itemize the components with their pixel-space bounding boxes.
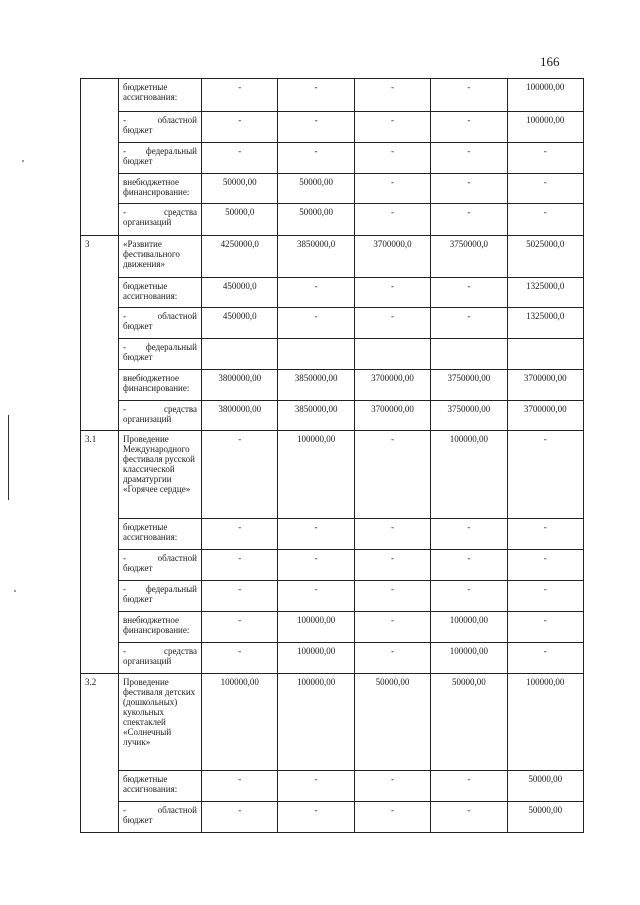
value-cell: - xyxy=(431,519,507,550)
value-cell xyxy=(202,339,278,370)
value-cell: 100000,00 xyxy=(278,612,354,643)
value-cell: 3850000,00 xyxy=(278,401,354,431)
value-cell: 3850000,0 xyxy=(278,236,354,278)
table-row xyxy=(81,581,584,612)
value-cell: 50000,00 xyxy=(431,674,507,771)
item-name-cell xyxy=(119,236,202,278)
value-cell: - xyxy=(354,278,430,308)
table-row xyxy=(81,771,584,802)
item-name-cell xyxy=(119,339,202,370)
value-cell xyxy=(278,339,354,370)
value-cell: - xyxy=(354,802,430,833)
item-name-cell xyxy=(119,550,202,581)
table-row xyxy=(81,308,584,339)
item-name-cell xyxy=(119,308,202,339)
item-name-cell xyxy=(119,581,202,612)
item-name-text: - областной бюджет xyxy=(123,805,197,825)
value-cell: - xyxy=(354,431,430,519)
value-cell: - xyxy=(354,550,430,581)
item-name-text: - областной бюджет xyxy=(123,311,197,331)
value-cell: - xyxy=(507,519,583,550)
value-cell: - xyxy=(354,204,430,236)
value-cell: - xyxy=(431,143,507,174)
value-cell: 100000,00 xyxy=(431,612,507,643)
value-cell xyxy=(354,339,430,370)
value-cell: 50000,00 xyxy=(278,204,354,236)
item-name-cell xyxy=(119,278,202,308)
value-cell: 50000,00 xyxy=(202,174,278,204)
value-cell: 3700000,00 xyxy=(354,370,430,401)
value-cell: 100000,00 xyxy=(507,112,583,143)
table-row xyxy=(81,236,584,278)
table-row xyxy=(81,550,584,581)
item-name-text: «Развитие фестивального движения» xyxy=(123,239,180,269)
value-cell: - xyxy=(278,802,354,833)
value-cell: - xyxy=(354,112,430,143)
value-cell: - xyxy=(507,612,583,643)
item-name-cell xyxy=(119,802,202,833)
item-name-cell xyxy=(119,204,202,236)
item-name-text: - средства организаций xyxy=(123,207,197,227)
row-number-cell xyxy=(81,79,119,236)
value-cell: - xyxy=(354,771,430,802)
value-cell: 3800000,00 xyxy=(202,370,278,401)
budget-table xyxy=(80,78,584,833)
item-name-cell xyxy=(119,519,202,550)
value-cell: - xyxy=(278,79,354,112)
table-row xyxy=(81,143,584,174)
value-cell: - xyxy=(431,771,507,802)
value-cell: 4250000,0 xyxy=(202,236,278,278)
table-row xyxy=(81,431,584,519)
item-name-cell xyxy=(119,112,202,143)
value-cell: - xyxy=(507,431,583,519)
item-name-text: - средства организаций xyxy=(123,404,197,424)
item-name-text: бюджетные ассигнования: xyxy=(123,82,178,102)
value-cell: - xyxy=(431,550,507,581)
table-row xyxy=(81,643,584,674)
item-name-text: - федеральный бюджет xyxy=(123,342,197,362)
value-cell: 3700000,00 xyxy=(507,401,583,431)
value-cell: - xyxy=(202,519,278,550)
item-name-text: бюджетные ассигнования: xyxy=(123,774,178,794)
value-cell: - xyxy=(507,174,583,204)
value-cell: 100000,00 xyxy=(431,643,507,674)
item-name-text: бюджетные ассигнования: xyxy=(123,281,178,301)
value-cell: - xyxy=(202,612,278,643)
value-cell: - xyxy=(507,581,583,612)
item-name-cell xyxy=(119,401,202,431)
row-number-cell: 3.2 xyxy=(81,674,119,833)
value-cell: 100000,00 xyxy=(278,431,354,519)
value-cell: - xyxy=(431,308,507,339)
value-cell: 1325000,0 xyxy=(507,308,583,339)
table-row xyxy=(81,519,584,550)
value-cell: - xyxy=(278,143,354,174)
table-row xyxy=(81,79,584,112)
value-cell: 50000,0 xyxy=(202,204,278,236)
item-name-text: Проведение фестиваля детских (дошкольных) кукольных спектаклей «Солнечный лучик» xyxy=(123,677,196,747)
value-cell: - xyxy=(431,79,507,112)
value-cell: - xyxy=(202,431,278,519)
value-cell: - xyxy=(507,204,583,236)
item-name-text: - средства организаций xyxy=(123,646,197,666)
value-cell: 3800000,00 xyxy=(202,401,278,431)
value-cell: - xyxy=(431,204,507,236)
value-cell: 3750000,00 xyxy=(431,370,507,401)
value-cell: 50000,00 xyxy=(278,174,354,204)
value-cell: - xyxy=(202,802,278,833)
value-cell: - xyxy=(202,581,278,612)
value-cell xyxy=(431,339,507,370)
value-cell: - xyxy=(278,550,354,581)
value-cell: - xyxy=(354,612,430,643)
value-cell: - xyxy=(507,143,583,174)
value-cell: - xyxy=(278,112,354,143)
table-row xyxy=(81,339,584,370)
table-row xyxy=(81,612,584,643)
item-name-text: внебюджетное финансирование: xyxy=(123,177,190,197)
value-cell: - xyxy=(354,308,430,339)
item-name-cell xyxy=(119,674,202,771)
value-cell: 1325000,0 xyxy=(507,278,583,308)
value-cell xyxy=(507,339,583,370)
margin-mark xyxy=(8,415,9,500)
value-cell: 3700000,0 xyxy=(354,236,430,278)
item-name-cell xyxy=(119,771,202,802)
item-name-cell xyxy=(119,612,202,643)
value-cell: 50000,00 xyxy=(507,802,583,833)
table-row xyxy=(81,278,584,308)
item-name-cell xyxy=(119,643,202,674)
value-cell: - xyxy=(507,550,583,581)
value-cell: - xyxy=(431,174,507,204)
value-cell: 50000,00 xyxy=(507,771,583,802)
value-cell: 100000,00 xyxy=(431,431,507,519)
value-cell: - xyxy=(278,519,354,550)
value-cell: - xyxy=(202,79,278,112)
value-cell: 450000,0 xyxy=(202,278,278,308)
item-name-text: - областной бюджет xyxy=(123,553,197,573)
value-cell: - xyxy=(278,771,354,802)
value-cell: - xyxy=(354,174,430,204)
value-cell: 100000,00 xyxy=(202,674,278,771)
value-cell: - xyxy=(278,581,354,612)
table-row xyxy=(81,802,584,833)
value-cell: 100000,00 xyxy=(278,674,354,771)
item-name-text: Проведение Международного фестиваля русской классической драматургии «Горячее сердце» xyxy=(123,434,195,494)
value-cell: 50000,00 xyxy=(354,674,430,771)
table-row xyxy=(81,401,584,431)
table-row xyxy=(81,370,584,401)
value-cell: - xyxy=(431,278,507,308)
item-name-text: - федеральный бюджет xyxy=(123,146,197,166)
value-cell: 5025000,0 xyxy=(507,236,583,278)
value-cell: - xyxy=(431,112,507,143)
value-cell: 450000,0 xyxy=(202,308,278,339)
table-row xyxy=(81,174,584,204)
value-cell: 100000,00 xyxy=(507,79,583,112)
row-number-cell: 3 xyxy=(81,236,119,431)
page-number: 166 xyxy=(540,54,560,69)
item-name-text: внебюджетное финансирование: xyxy=(123,615,190,635)
value-cell: 100000,00 xyxy=(507,674,583,771)
value-cell: - xyxy=(431,802,507,833)
value-cell: - xyxy=(354,79,430,112)
value-cell: 3750000,0 xyxy=(431,236,507,278)
item-name-cell xyxy=(119,370,202,401)
value-cell: - xyxy=(431,581,507,612)
value-cell: - xyxy=(278,308,354,339)
value-cell: - xyxy=(202,112,278,143)
value-cell: - xyxy=(202,771,278,802)
value-cell: - xyxy=(354,643,430,674)
table-row xyxy=(81,674,584,771)
scan-dot xyxy=(22,160,24,162)
item-name-cell xyxy=(119,79,202,112)
item-name-cell xyxy=(119,174,202,204)
value-cell: - xyxy=(354,581,430,612)
item-name-cell xyxy=(119,431,202,519)
item-name-text: - федеральный бюджет xyxy=(123,584,197,604)
value-cell: - xyxy=(202,643,278,674)
value-cell: - xyxy=(202,143,278,174)
table-row xyxy=(81,204,584,236)
table-row xyxy=(81,112,584,143)
value-cell: - xyxy=(202,550,278,581)
item-name-cell xyxy=(119,143,202,174)
value-cell: 3850000,00 xyxy=(278,370,354,401)
budget-table-body xyxy=(81,79,584,833)
value-cell: 100000,00 xyxy=(278,643,354,674)
value-cell: - xyxy=(354,519,430,550)
row-number-cell: 3.1 xyxy=(81,431,119,674)
value-cell: 3750000,00 xyxy=(431,401,507,431)
value-cell: - xyxy=(278,278,354,308)
value-cell: - xyxy=(354,143,430,174)
item-name-text: - областной бюджет xyxy=(123,115,197,135)
value-cell: 3700000,00 xyxy=(354,401,430,431)
item-name-text: бюджетные ассигнования: xyxy=(123,522,178,542)
value-cell: - xyxy=(507,643,583,674)
scan-dot xyxy=(14,590,16,592)
item-name-text: внебюджетное финансирование: xyxy=(123,373,190,393)
value-cell: 3700000,00 xyxy=(507,370,583,401)
